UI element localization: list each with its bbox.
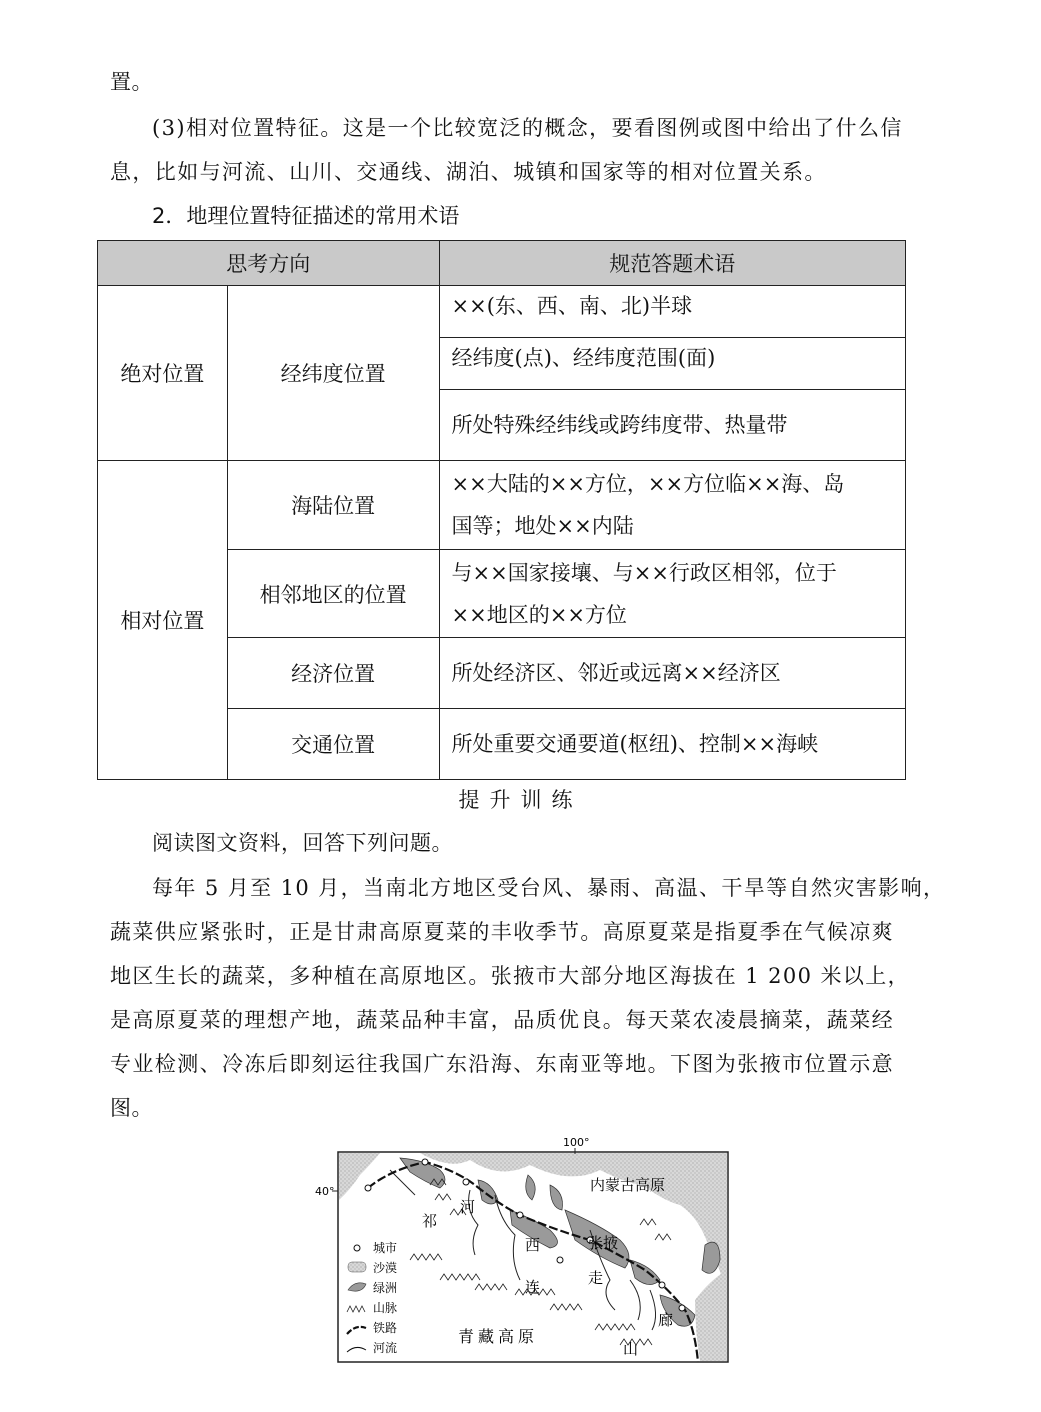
table-row — [98, 286, 906, 338]
term-line: ××地区的××方位 — [451, 602, 627, 627]
label-corridor-char: 西 — [525, 1236, 541, 1254]
term-line: 国等；地处××内陆 — [451, 514, 634, 538]
sub-latlon: 经纬度位置 — [227, 286, 439, 461]
category-relative: 相对位置 — [98, 461, 228, 780]
legend-label: 河流 — [373, 1341, 398, 1355]
header-direction: 思考方向 — [98, 241, 440, 286]
header-terms: 规范答题术语 — [439, 241, 905, 286]
section-heading: 2．地理位置特征描述的常用术语 — [152, 204, 460, 228]
paragraph-relative-position-line1: (3)相对位置特征。这是一个比较宽泛的概念，要看图例或图中给出了什么信 — [152, 116, 903, 140]
training-text-line: 是高原夏菜的理想产地，蔬菜品种丰富，品质优良。每天菜农凌晨摘菜，蔬菜经 — [110, 1008, 894, 1032]
term-cell: 所处经济区、邻近或远离××经济区 — [439, 638, 905, 709]
legend-city-icon — [354, 1245, 360, 1251]
term-cell — [439, 461, 905, 550]
city-marker — [517, 1212, 523, 1218]
lon-label: 100° — [563, 1136, 590, 1149]
term-cell — [439, 550, 905, 638]
label-mountain-char: 祁 — [422, 1212, 438, 1230]
table-row — [98, 461, 906, 550]
label-mountain-char: 山 — [623, 1340, 639, 1358]
term-cell: 所处特殊经纬线或跨纬度带、热量带 — [439, 390, 905, 461]
training-text-line: 每年 5 月至 10 月，当南北方地区受台风、暴雨、高温、干旱等自然灾害影响， — [152, 876, 946, 900]
legend-label: 城市 — [373, 1241, 398, 1255]
legend-label: 山脉 — [373, 1301, 398, 1315]
term-cell: 所处重要交通要道(枢纽)、控制××海峡 — [439, 709, 905, 780]
label-zhangye: 张掖 — [588, 1234, 619, 1252]
label-mountain-char: 连 — [525, 1278, 541, 1296]
city-marker — [422, 1159, 428, 1165]
paragraph-relative-position-line2: 息，比如与河流、山川、交通线、湖泊、城镇和国家等的相对位置关系。 — [110, 160, 827, 184]
term-line: 与××国家接壤、与××行政区相邻，位于 — [451, 560, 837, 585]
sub-transport: 交通位置 — [227, 709, 439, 780]
table-header-row — [98, 241, 906, 286]
sub-economic: 经济位置 — [227, 638, 439, 709]
legend-desert-icon — [348, 1262, 366, 1272]
training-title: 提升训练 — [458, 788, 583, 812]
label-corridor-char: 廊 — [658, 1311, 674, 1329]
category-absolute: 绝对位置 — [98, 286, 228, 461]
training-text-line: 专业检测、冷冻后即刻运往我国广东沿海、东南亚等地。下图为张掖市位置示意 — [110, 1052, 894, 1076]
lat-label: 40° — [315, 1185, 335, 1198]
label-corridor-char: 走 — [588, 1269, 604, 1287]
city-marker — [557, 1257, 563, 1263]
city-marker — [679, 1305, 685, 1311]
legend-label: 沙漠 — [373, 1261, 398, 1275]
label-qinghai-tibet-plateau: 青藏高原 — [458, 1327, 539, 1346]
legend-label: 铁路 — [373, 1321, 398, 1335]
sub-neighbor: 相邻地区的位置 — [227, 550, 439, 638]
paragraph-end: 置。 — [110, 70, 153, 94]
training-text-line: 蔬菜供应紧张时，正是甘肃高原夏菜的丰收季节。高原夏菜是指夏季在气候凉爽 — [110, 920, 894, 944]
training-text-line: 图。 — [110, 1096, 153, 1120]
terms-table — [97, 240, 906, 780]
city-marker — [463, 1179, 469, 1185]
sub-sea-land: 海陆位置 — [227, 461, 439, 550]
label-inner-mongolia-plateau: 内蒙古高原 — [590, 1176, 666, 1194]
legend-label: 绿洲 — [373, 1281, 398, 1295]
term-cell: ××(东、西、南、北)半球 — [439, 286, 905, 338]
term-cell: 经纬度(点)、经纬度范围(面) — [439, 338, 905, 390]
city-marker — [365, 1185, 371, 1191]
city-marker — [659, 1282, 665, 1288]
training-text-line: 地区生长的蔬菜，多种植在高原地区。张掖市大部分地区海拔在 1 200 米以上， — [110, 964, 911, 988]
training-intro: 阅读图文资料，回答下列问题。 — [152, 831, 453, 855]
zhangye-location-map — [300, 1130, 740, 1365]
term-line: ××大陆的××方位，××方位临××海、岛 — [451, 472, 845, 496]
label-corridor-char: 河 — [460, 1198, 476, 1216]
